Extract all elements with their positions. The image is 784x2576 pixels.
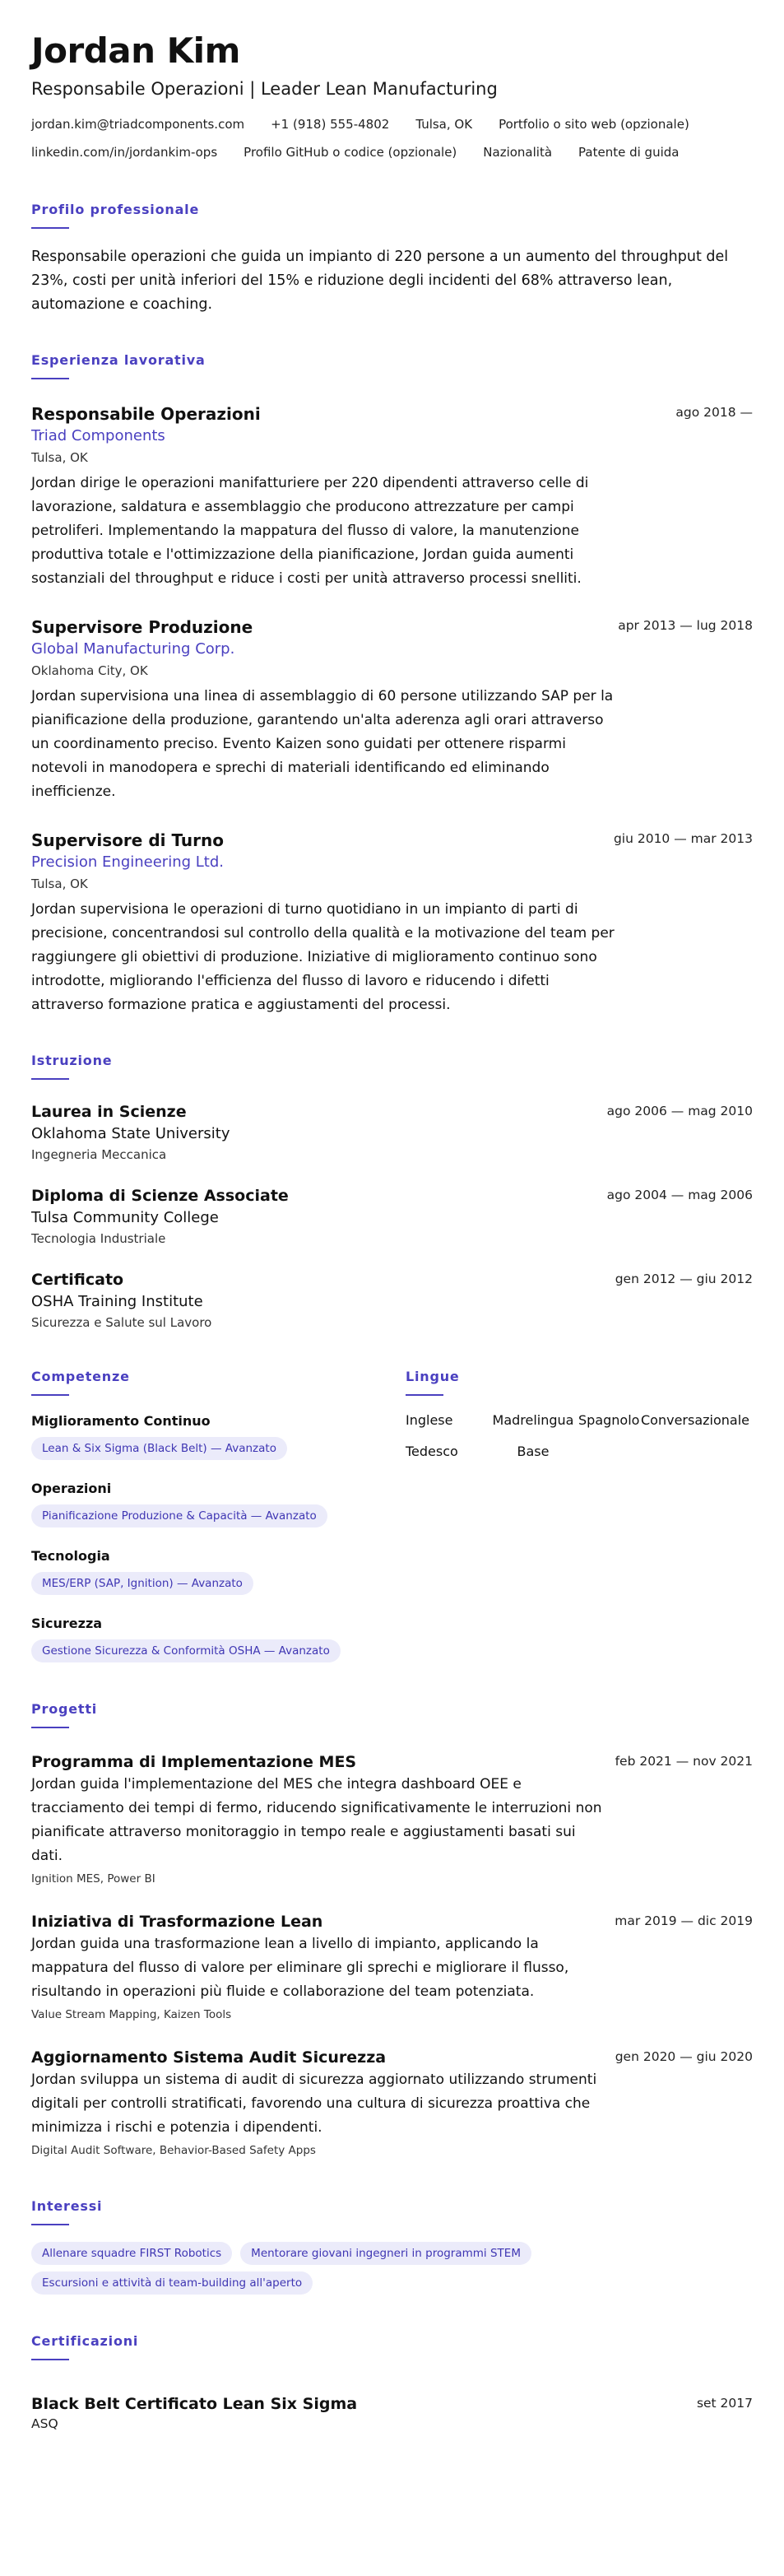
education-school: Oklahoma State University bbox=[31, 1125, 230, 1142]
job-description: Jordan supervisiona una linea di assemblaggio di 60 persone utilizzando SAP per la pianificazione della produzione, garantendo un'alta aderenza agli orari attraverso un coordinamento preciso. Evento Kaizen sono guidati per ottenere risparmi notevoli in manodopera e sprechi di materiali identificando ed eliminando inefficienze. bbox=[31, 688, 614, 800]
certification-date: set 2017 bbox=[696, 2396, 753, 2411]
certification-item bbox=[31, 2393, 753, 2433]
education-school: Tulsa Community College bbox=[31, 1209, 219, 1226]
language-row bbox=[406, 1411, 753, 1430]
education-field: Ingegneria Meccanica bbox=[31, 1147, 167, 1162]
skills-languages-row bbox=[31, 1332, 753, 1662]
section-title-profile: Profilo professionale bbox=[31, 202, 200, 217]
section-title-languages: Lingue bbox=[406, 1369, 460, 1384]
skill-category: Operazioni bbox=[31, 1481, 112, 1496]
job-description: Jordan supervisiona le operazioni di turno quotidiano in un impianto di parti di precisione, concentrandosi sul controllo della qualità e la motivazione del team per raggiungere gli obiettivi di produzione. Iniziative di miglioramento continuo sono introdotte, migliorando l'efficienza del flusso di lavoro e riducendo i difetti attraverso formazione pratica e aggiustamenti del processi. bbox=[31, 901, 615, 1013]
project-description: Jordan sviluppa un sistema di audit di sicurezza aggiornato utilizzando strumenti digitali per controlli stratificati, favorendo una cultura di sicurezza proattiva che minimizza i rischi e potenzia i dipendenti. bbox=[31, 2071, 597, 2136]
job-title: Supervisore Produzione bbox=[31, 617, 253, 637]
job-location: Oklahoma City, OK bbox=[31, 663, 148, 678]
job-dates: apr 2013 — lug 2018 bbox=[618, 618, 753, 633]
contact-nationality: Nazionalità bbox=[483, 145, 553, 160]
education-degree: Diploma di Scienze Associate bbox=[31, 1187, 289, 1205]
certification-name: Black Belt Certificato Lean Six Sigma bbox=[31, 2395, 358, 2413]
job-dates: ago 2018 — bbox=[675, 405, 753, 420]
project-title: Aggiornamento Sistema Audit Sicurezza bbox=[31, 2048, 387, 2067]
language-level: Base bbox=[517, 1444, 550, 1459]
section-title-experience: Esperienza lavorativa bbox=[31, 352, 206, 368]
project-dates: feb 2021 — nov 2021 bbox=[615, 1754, 753, 1769]
project-title: Programma di Implementazione MES bbox=[31, 1753, 357, 1771]
section-title-education: Istruzione bbox=[31, 1053, 113, 1068]
education-item bbox=[31, 1185, 753, 1248]
contact-email[interactable]: jordan.kim@triadcomponents.com bbox=[31, 117, 245, 132]
skills-column bbox=[31, 1332, 406, 1662]
section-title-projects: Progetti bbox=[31, 1701, 98, 1717]
section-title-skills: Competenze bbox=[31, 1369, 130, 1384]
languages-column bbox=[406, 1332, 753, 1662]
education-field: Tecnologia Industriale bbox=[31, 1231, 166, 1246]
section-underline bbox=[31, 227, 69, 229]
project-dates: mar 2019 — dic 2019 bbox=[615, 1913, 753, 1928]
project-tech: Digital Audit Software, Behavior-Based Safety Apps bbox=[31, 2144, 316, 2157]
candidate-title: Responsabile Operazioni | Leader Lean Manufacturing bbox=[31, 79, 498, 99]
language-level: Madrelingua bbox=[492, 1412, 574, 1428]
language-name: Tedesco bbox=[406, 1444, 458, 1459]
job-dates: giu 2010 — mar 2013 bbox=[613, 831, 753, 846]
skill-category: Sicurezza bbox=[31, 1616, 103, 1631]
contact-github[interactable]: Profilo GitHub o codice (opzionale) bbox=[244, 145, 457, 160]
language-name: Inglese bbox=[406, 1412, 453, 1428]
education-degree: Certificato bbox=[31, 1271, 124, 1289]
education-degree: Laurea in Scienze bbox=[31, 1103, 187, 1121]
contact-phone[interactable]: +1 (918) 555-4802 bbox=[271, 117, 390, 132]
project-tech: Ignition MES, Power BI bbox=[31, 1872, 155, 1886]
education-field: Sicurezza e Salute sul Lavoro bbox=[31, 1315, 212, 1330]
project-item bbox=[31, 1751, 753, 1888]
education-dates: gen 2012 — giu 2012 bbox=[615, 1272, 753, 1286]
section-underline bbox=[31, 1394, 69, 1396]
job-company: Triad Components bbox=[31, 427, 165, 444]
skill-pill: Lean & Six Sigma (Black Belt) — Avanzato bbox=[31, 1437, 287, 1460]
skill-pill: MES/ERP (SAP, Ignition) — Avanzato bbox=[31, 1572, 253, 1595]
project-list bbox=[31, 1751, 753, 2160]
experience-item bbox=[31, 829, 753, 1017]
project-item bbox=[31, 1911, 753, 2024]
job-title: Responsabile Operazioni bbox=[31, 404, 261, 424]
section-underline bbox=[31, 378, 69, 379]
candidate-name: Jordan Kim bbox=[31, 30, 240, 71]
skill-pill: Gestione Sicurezza & Conformità OSHA — Avanzato bbox=[31, 1639, 341, 1662]
contact-portfolio[interactable]: Portfolio o sito web (opzionale) bbox=[499, 117, 689, 132]
interest-pill: Mentorare giovani ingegneri in programmi STEM bbox=[240, 2242, 531, 2265]
skill-category: Tecnologia bbox=[31, 1548, 110, 1564]
job-location: Tulsa, OK bbox=[31, 450, 88, 465]
contact-linkedin[interactable]: linkedin.com/in/jordankim-ops bbox=[31, 145, 218, 160]
education-school: OSHA Training Institute bbox=[31, 1293, 203, 1310]
project-dates: gen 2020 — giu 2020 bbox=[615, 2049, 753, 2064]
certification-issuer: ASQ bbox=[31, 2416, 58, 2431]
education-item bbox=[31, 1101, 753, 1164]
job-description: Jordan dirige le operazioni manifatturiere per 220 dipendenti attraverso celle di lavorazione, saldatura e assemblaggio che producono attrezzature per campi petroliferi. Implementando la mappatura del flusso di valore, la manutenzione produttiva totale e l'ottimizzazione della pianificazione, Jordan guida aumenti sostanziali del throughput e riduce i costi per unità attraverso processi snelliti. bbox=[31, 475, 589, 587]
experience-list bbox=[31, 402, 753, 1017]
contact-list bbox=[31, 114, 755, 163]
education-item bbox=[31, 1269, 753, 1332]
education-dates: ago 2006 — mag 2010 bbox=[606, 1104, 753, 1118]
experience-item bbox=[31, 616, 753, 804]
interest-pill: Allenare squadre FIRST Robotics bbox=[31, 2242, 232, 2265]
project-title: Iniziativa di Trasformazione Lean bbox=[31, 1913, 323, 1931]
section-underline bbox=[31, 2359, 69, 2360]
interest-pill: Escursioni e attività di team-building all'aperto bbox=[31, 2271, 313, 2295]
section-underline bbox=[31, 1727, 69, 1728]
contact-location: Tulsa, OK bbox=[415, 117, 473, 132]
section-underline bbox=[406, 1394, 443, 1396]
education-dates: ago 2004 — mag 2006 bbox=[606, 1188, 753, 1202]
section-underline bbox=[31, 2224, 69, 2225]
job-company: Precision Engineering Ltd. bbox=[31, 853, 224, 871]
skill-pill: Pianificazione Produzione & Capacità — Avanzato bbox=[31, 1504, 327, 1527]
section-underline bbox=[31, 1078, 69, 1080]
job-company: Global Manufacturing Corp. bbox=[31, 640, 235, 658]
project-tech: Value Stream Mapping, Kaizen Tools bbox=[31, 2008, 232, 2021]
section-title-interests: Interessi bbox=[31, 2198, 103, 2214]
interest-list bbox=[31, 2242, 753, 2295]
education-list bbox=[31, 1101, 753, 1332]
project-description: Jordan guida l'implementazione del MES che integra dashboard OEE e tracciamento dei tempi di fermo, riducendo significativamente le interruzioni non pianificate attraverso monitoraggio in tempo reale e aggiustamenti basati sui dati. bbox=[31, 1776, 602, 1864]
skill-category: Miglioramento Continuo bbox=[31, 1413, 211, 1429]
project-description: Jordan guida una trasformazione lean a livello di impianto, applicando la mappatura del flusso di valore per eliminare gli sprechi e migliorare il flusso, risultando in operazioni più fluide e collaborazione del team potenziata. bbox=[31, 1936, 569, 2000]
experience-item bbox=[31, 402, 753, 591]
job-location: Tulsa, OK bbox=[31, 876, 88, 891]
profile-summary: Responsabile operazioni che guida un impianto di 220 persone a un aumento del throughput del 23%, costi per unità inferiori del 15% e riduzione degli incidenti del 68% attraverso lean, automazione e coaching. bbox=[31, 249, 729, 313]
job-title: Supervisore di Turno bbox=[31, 830, 224, 850]
language-name: Spagnolo bbox=[578, 1412, 640, 1428]
contact-license: Patente di guida bbox=[578, 145, 680, 160]
project-item bbox=[31, 2047, 753, 2160]
language-level: Conversazionale bbox=[641, 1412, 749, 1428]
section-title-certifications: Certificazioni bbox=[31, 2333, 139, 2349]
language-row bbox=[406, 1442, 753, 1462]
